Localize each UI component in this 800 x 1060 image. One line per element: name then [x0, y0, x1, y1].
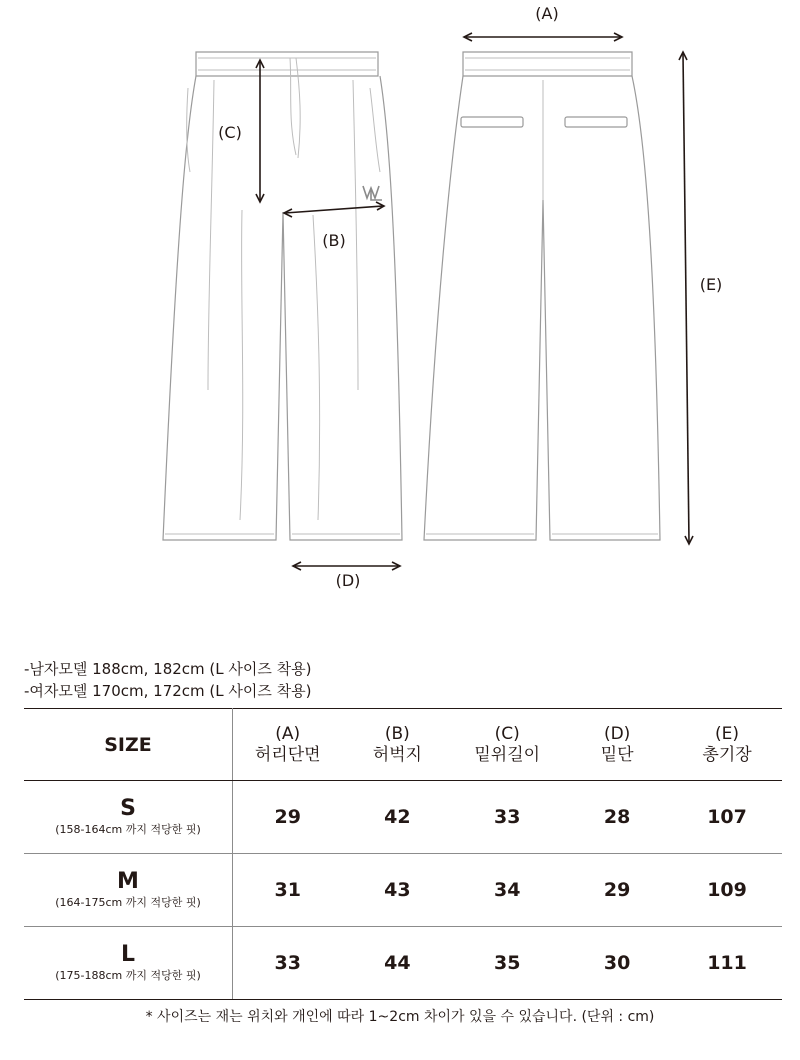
column-header-e: [672, 709, 782, 781]
label-c: (C): [218, 123, 242, 142]
model-notes: [24, 658, 311, 702]
size-name: M: [117, 869, 139, 894]
value-cell: 33: [233, 927, 343, 1000]
column-code: (E): [715, 723, 740, 744]
label-b: (B): [322, 231, 346, 250]
arrow-b: [284, 202, 384, 217]
column-name: 허리단면: [254, 744, 321, 765]
size-name: S: [120, 796, 136, 821]
column-name: 밑위길이: [474, 744, 541, 765]
value-cell: 29: [233, 781, 343, 854]
value-cell: 109: [672, 854, 782, 927]
size-table: [24, 708, 782, 1000]
size-footnote: * 사이즈는 재는 위치와 개인에 따라 1~2cm 차이가 있을 수 있습니다. (단위 : cm): [145, 1009, 655, 1025]
label-d: (D): [335, 571, 361, 590]
size-cell: [24, 854, 233, 927]
value-cell: 34: [452, 854, 562, 927]
column-code: (B): [384, 723, 410, 744]
value-cell: 28: [562, 781, 672, 854]
size-fit-note: (158-164cm 까지 적당한 핏): [55, 823, 201, 836]
front-pants-drawing: [163, 52, 402, 540]
value-cell: 29: [562, 854, 672, 927]
column-header-d: [562, 709, 672, 781]
label-a: (A): [535, 4, 559, 23]
female-model-note: -여자모델 170cm, 172cm (L 사이즈 착용): [24, 682, 312, 700]
table-row-m: [24, 854, 782, 927]
value-cell: 107: [672, 781, 782, 854]
column-name: 허벅지: [372, 744, 422, 765]
value-cell: 35: [452, 927, 562, 1000]
value-cell: 44: [342, 927, 452, 1000]
arrow-a: [464, 33, 622, 41]
value-cell: 43: [342, 854, 452, 927]
size-cell: [24, 781, 233, 854]
wl-monogram-icon: [363, 186, 382, 200]
value-cell: 42: [342, 781, 452, 854]
arrow-d: [293, 562, 400, 570]
table-row-l: [24, 927, 782, 1000]
size-cell: [24, 927, 233, 1000]
size-name: L: [120, 942, 136, 967]
value-cell: 30: [562, 927, 672, 1000]
size-fit-note: (164-175cm 까지 적당한 핏): [55, 896, 201, 909]
back-pants-drawing: [424, 52, 660, 540]
label-e: (E): [699, 275, 723, 294]
column-header-c: [452, 709, 562, 781]
column-header-a: [233, 709, 343, 781]
column-header-b: [342, 709, 452, 781]
table-row-s: [24, 781, 782, 854]
column-code: (C): [494, 723, 520, 744]
arrow-e: [679, 52, 693, 544]
size-fit-note: (175-188cm 까지 적당한 핏): [55, 969, 201, 982]
value-cell: 33: [452, 781, 562, 854]
value-cell: 31: [233, 854, 343, 927]
column-code: (A): [275, 723, 301, 744]
male-model-note: -남자모델 188cm, 182cm (L 사이즈 착용): [24, 660, 312, 678]
column-name: 밑단: [600, 744, 634, 765]
arrow-c: [256, 60, 264, 202]
size-header: SIZE: [24, 709, 233, 781]
value-cell: 111: [672, 927, 782, 1000]
column-name: 총기장: [702, 744, 752, 765]
column-code: (D): [603, 723, 631, 744]
table-header-row: [24, 709, 782, 781]
